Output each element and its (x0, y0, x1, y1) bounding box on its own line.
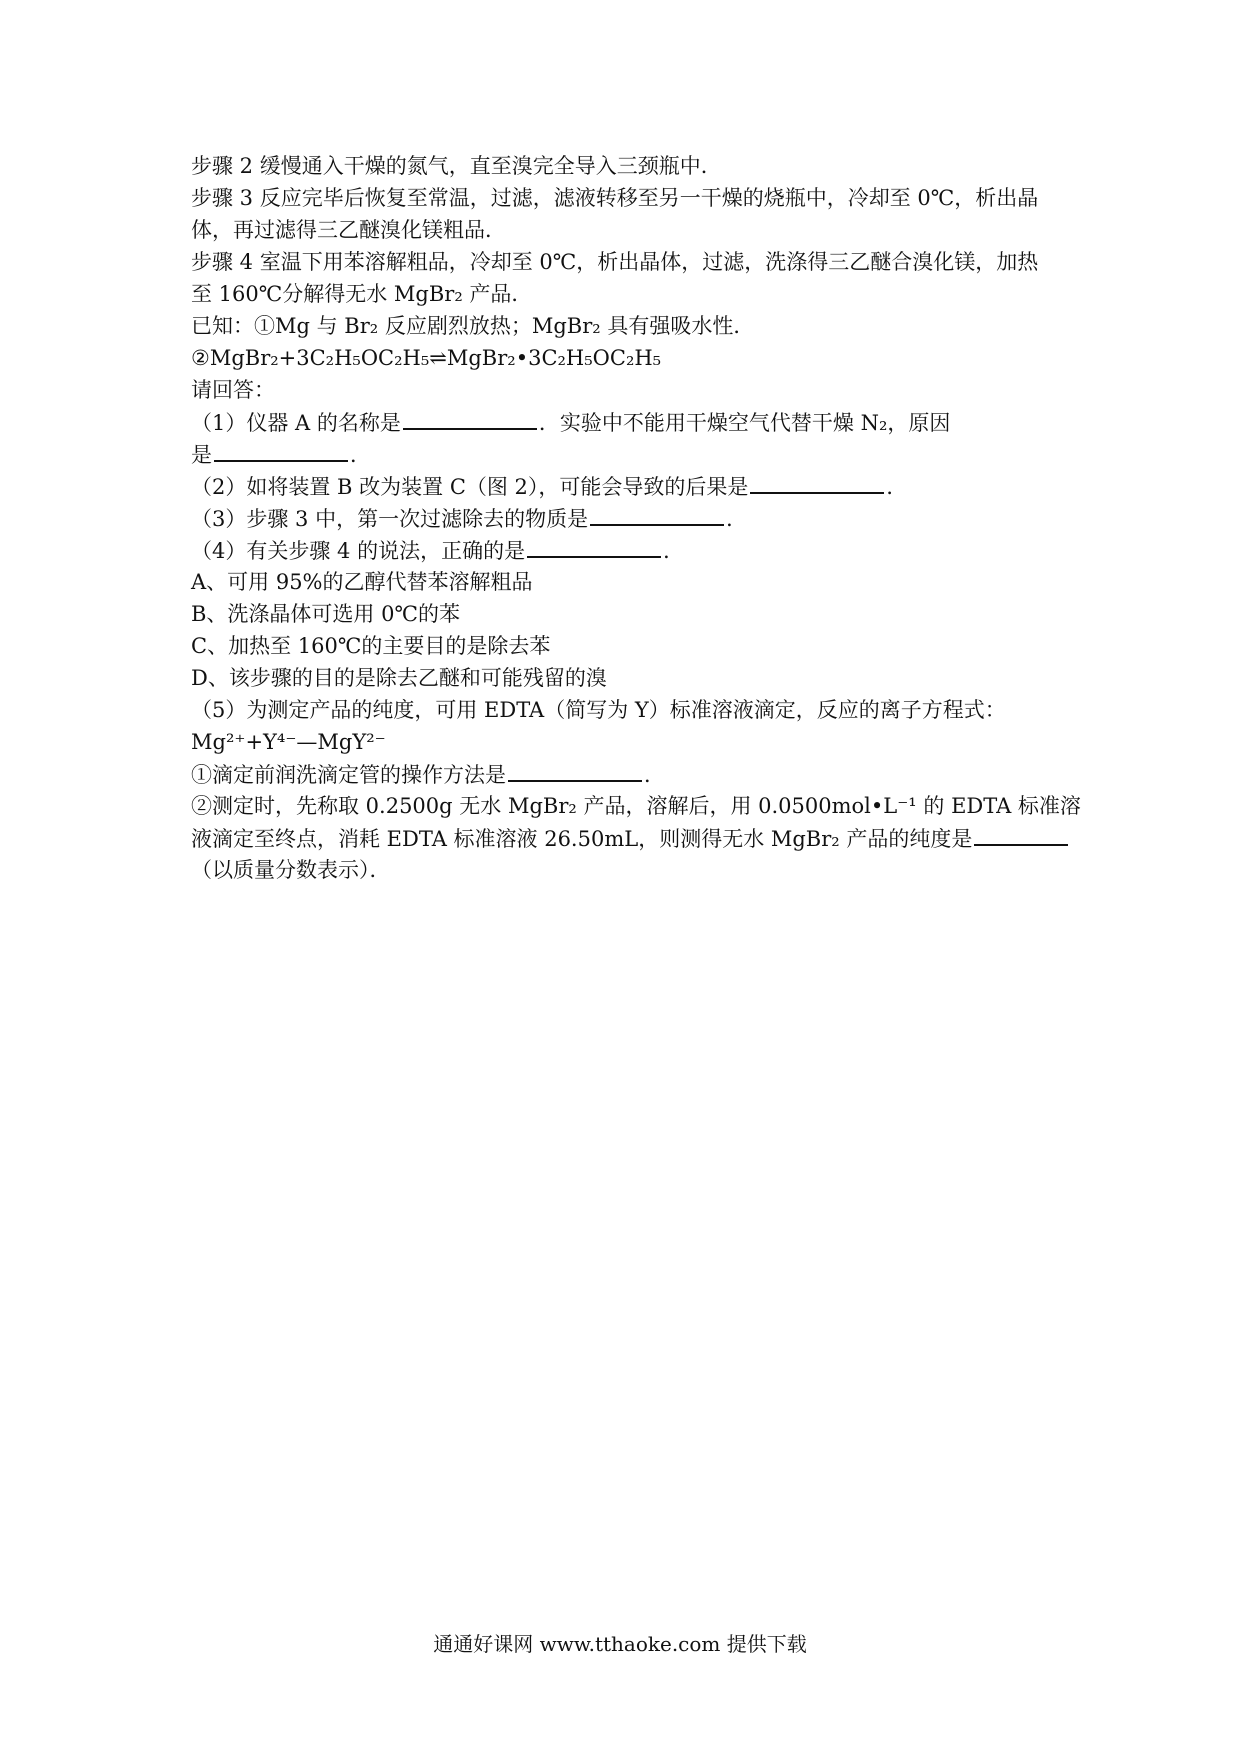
step-3-line-1: 步骤 3 反应完毕后恢复至常温，过滤，滤液转移至另一干燥的烧瓶中，冷却至 0℃，析出晶 (191, 186, 1039, 210)
answer-blank-q1-reason[interactable] (214, 438, 348, 462)
question-4 (191, 534, 1071, 566)
question-5-part-2-line-3: （以质量分数表示）． (191, 858, 391, 882)
question-5-equation: Mg²⁺+Y⁴⁻—MgY²⁻ (191, 730, 386, 754)
known-2-equation: ②MgBr₂+3C₂H₅OC₂H₅⇌MgBr₂•3C₂H₅OC₂H₅ (191, 346, 662, 370)
question-3 (191, 502, 1071, 534)
question-5-intro: （5）为测定产品的纯度，可用 EDTA（简写为 Y）标准溶液滴定，反应的离子方程式： (191, 698, 1006, 722)
question-1-line-1 (191, 406, 1071, 438)
answer-blank-q4[interactable] (527, 534, 661, 558)
q5-2-text-b: 液滴定至终点，消耗 EDTA 标准溶液 26.50mL，则测得无水 MgBr₂ 产品的纯度是 (191, 827, 973, 851)
q1-text-a: （1）仪器 A 的名称是 (191, 411, 401, 435)
q1-text-c: 是 (191, 443, 212, 467)
answer-blank-q2[interactable] (750, 470, 884, 494)
q5-1-text-b: ． (644, 763, 665, 787)
footer-credit: 通通好课网 www.tthaoke.com 提供下载 (433, 1632, 807, 1656)
known-1: 已知：①Mg 与 Br₂ 反应剧烈放热；MgBr₂ 具有强吸水性． (191, 314, 755, 338)
q3-text-b: ． (726, 507, 748, 531)
step-2: 步骤 2 缓慢通入干燥的氮气，直至溴完全导入三颈瓶中． (191, 154, 722, 178)
question-5-part-2-line-2 (191, 822, 1071, 854)
answer-blank-q5-2[interactable] (974, 822, 1068, 846)
q4-text-b: ． (663, 539, 685, 563)
q2-text-b: ． (886, 475, 908, 499)
document-body (191, 150, 1081, 886)
q2-text-a: （2）如将装置 B 改为装置 C（图 2），可能会导致的后果是 (191, 475, 749, 499)
question-2 (191, 470, 1071, 502)
q3-text-a: （3）步骤 3 中，第一次过滤除去的物质是 (191, 507, 589, 531)
question-1-line-2 (191, 438, 1071, 470)
option-b: B、洗涤晶体可选用 0℃的苯 (191, 602, 460, 626)
q5-1-text-a: ①滴定前润洗滴定管的操作方法是 (191, 763, 506, 787)
prompt: 请回答： (191, 378, 275, 402)
answer-blank-q5-1[interactable] (508, 758, 642, 782)
option-d: D、该步骤的目的是除去乙醚和可能残留的溴 (191, 666, 607, 690)
option-c: C、加热至 160℃的主要目的是除去苯 (191, 634, 551, 658)
q1-text-b: ．实验中不能用干燥空气代替干燥 N₂，原因 (538, 411, 951, 435)
q4-text-a: （4）有关步骤 4 的说法，正确的是 (191, 539, 526, 563)
q1-text-d: ． (350, 443, 371, 467)
step-3-line-2: 体，再过滤得三乙醚溴化镁粗品． (191, 218, 506, 242)
step-4-line-2: 至 160℃分解得无水 MgBr₂ 产品． (191, 282, 533, 306)
answer-blank-q3[interactable] (590, 502, 724, 526)
question-5-part-1 (191, 758, 1071, 790)
option-a: A、可用 95%的乙醇代替苯溶解粗品 (191, 570, 533, 594)
step-4-line-1: 步骤 4 室温下用苯溶解粗品，冷却至 0℃，析出晶体，过滤，洗涤得三乙醚合溴化镁，加热 (191, 250, 1039, 274)
question-5-part-2-line-1: ②测定时，先称取 0.2500g 无水 MgBr₂ 产品，溶解后，用 0.0500mol•L⁻¹ 的 EDTA 标准溶 (191, 794, 1081, 818)
answer-blank-q1-name[interactable] (403, 406, 537, 430)
